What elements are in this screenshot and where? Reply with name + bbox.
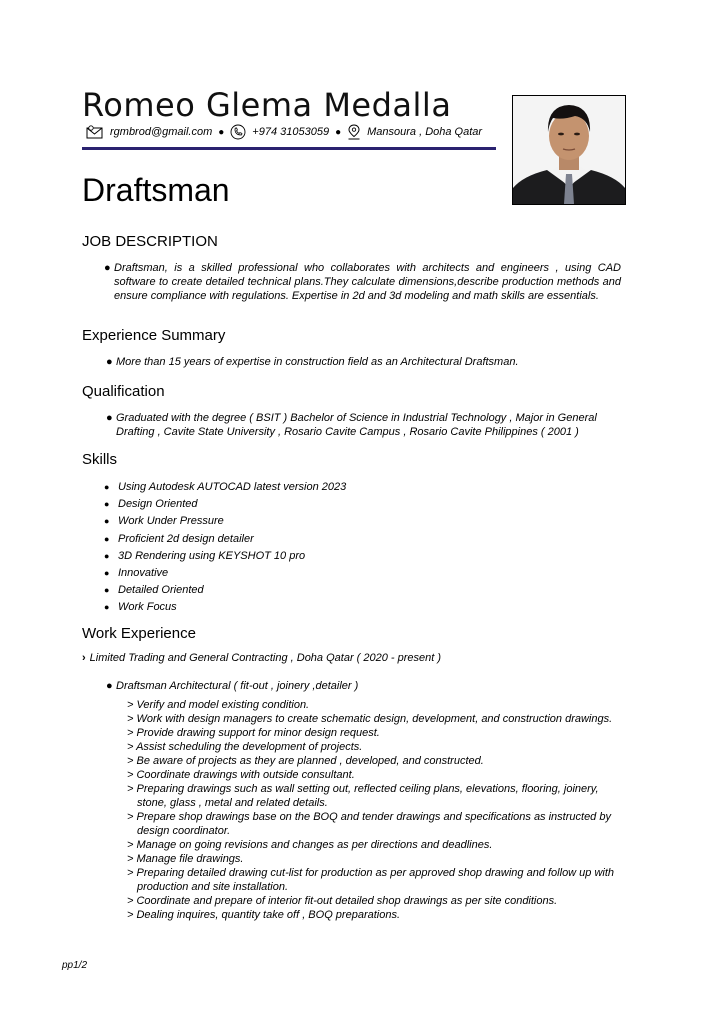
separator-dot: ●	[335, 126, 342, 138]
skill-item: ● Using Autodesk AUTOCAD latest version 2023	[104, 481, 347, 493]
duty-item: > Preparing detailed drawing cut-list for production as per approved shop drawing and follow up with production and site installation.	[127, 867, 615, 893]
duty-item: > Dealing inquires, quantity take off , BOQ preparations.	[127, 909, 401, 921]
skill-item: ● Innovative	[104, 566, 169, 579]
location-text: Mansoura , Doha Qatar	[367, 126, 483, 138]
duty-item: > Coordinate and prepare of interior fit-out detailed shop drawings as per site conditions.	[127, 895, 558, 907]
skill-item: ● Work Under Pressure	[104, 515, 224, 528]
skill-item: ● 3D Rendering using KEYSHOT 10 pro	[104, 549, 306, 562]
bullet: ●	[106, 356, 113, 368]
envelope-icon	[86, 125, 104, 139]
section-heading-work-experience: Work Experience	[82, 625, 196, 642]
phone-text: +974 31053059	[252, 126, 330, 138]
skill-item: ● Work Focus	[104, 601, 177, 614]
header-divider	[82, 147, 496, 150]
experience-summary-text: More than 15 years of expertise in construction field as an Architectural Draftsman.	[116, 356, 519, 368]
duty-item: > Verify and model existing condition.	[127, 699, 310, 711]
separator-dot: ●	[218, 126, 225, 138]
role-title: Draftsman Architectural ( fit-out , joinery ,detailer )	[116, 680, 359, 692]
duty-item: > Manage file drawings.	[127, 853, 244, 865]
candidate-name: Romeo Glema Medalla	[82, 86, 452, 124]
email-text: rgmbrod@gmail.com	[110, 126, 213, 138]
page-number: pp1/2	[62, 960, 88, 971]
duty-item: > Coordinate drawings with outside consultant.	[127, 769, 355, 781]
qualification-text: Graduated with the degree ( BSIT ) Bachelor of Science in Industrial Technology , Major in General Drafting , Cavite State University , Rosario Cavite Campus , Rosario Cavite Philippines ( 2001 )	[116, 412, 597, 438]
skill-item: ● Proficient 2d design detailer	[104, 532, 254, 545]
bullet: ●	[106, 680, 113, 692]
duty-item: > Provide drawing support for minor design request.	[127, 727, 380, 739]
location-pin-icon	[347, 124, 361, 140]
chevron-right-icon: ›	[82, 652, 86, 664]
section-heading-qualification: Qualification	[82, 383, 165, 400]
duty-item: > Manage on going revisions and changes as per directions and deadlines.	[127, 839, 493, 851]
section-heading-job-description: JOB DESCRIPTION	[82, 233, 218, 250]
duty-item: > Be aware of projects as they are planned , developed, and constructed.	[127, 755, 484, 767]
bullet: ●	[106, 412, 113, 424]
skills-list	[104, 479, 346, 617]
section-heading-experience-summary: Experience Summary	[82, 327, 226, 344]
job-title: Draftsman	[82, 172, 230, 208]
contact-line	[86, 124, 496, 140]
bullet: ●	[104, 262, 111, 274]
skill-item: ● Detailed Oriented	[104, 584, 204, 597]
skill-item: ● Design Oriented	[104, 498, 198, 511]
phone-icon	[230, 124, 246, 140]
profile-photo	[512, 95, 626, 205]
company-entry: › Limited Trading and General Contracting , Doha Qatar ( 2020 - present )	[82, 652, 442, 664]
duty-item: > Prepare shop drawings base on the BOQ and tender drawings and specifications as instructed by design coordinator.	[127, 811, 611, 837]
duty-item: > Preparing drawings such as wall setting out, reflected ceiling plans, elevations, flooring, joinery, stone, glass , metal and related details.	[127, 783, 599, 809]
duty-item: > Work with design managers to create schematic design, development, and construction drawings.	[127, 713, 613, 725]
duty-item: > Assist scheduling the development of projects.	[127, 741, 363, 753]
section-heading-skills: Skills	[82, 451, 118, 468]
duties-list	[127, 698, 627, 922]
job-description-text: Draftsman, is a skilled professional who collaborates with architects and engineers , using CAD software to create detailed technical plans.They calculate dimensions,describe production methods and ensure compliance with regulations. Expertise in 2d and 3d modeling and math skills are essentials.	[114, 262, 621, 302]
